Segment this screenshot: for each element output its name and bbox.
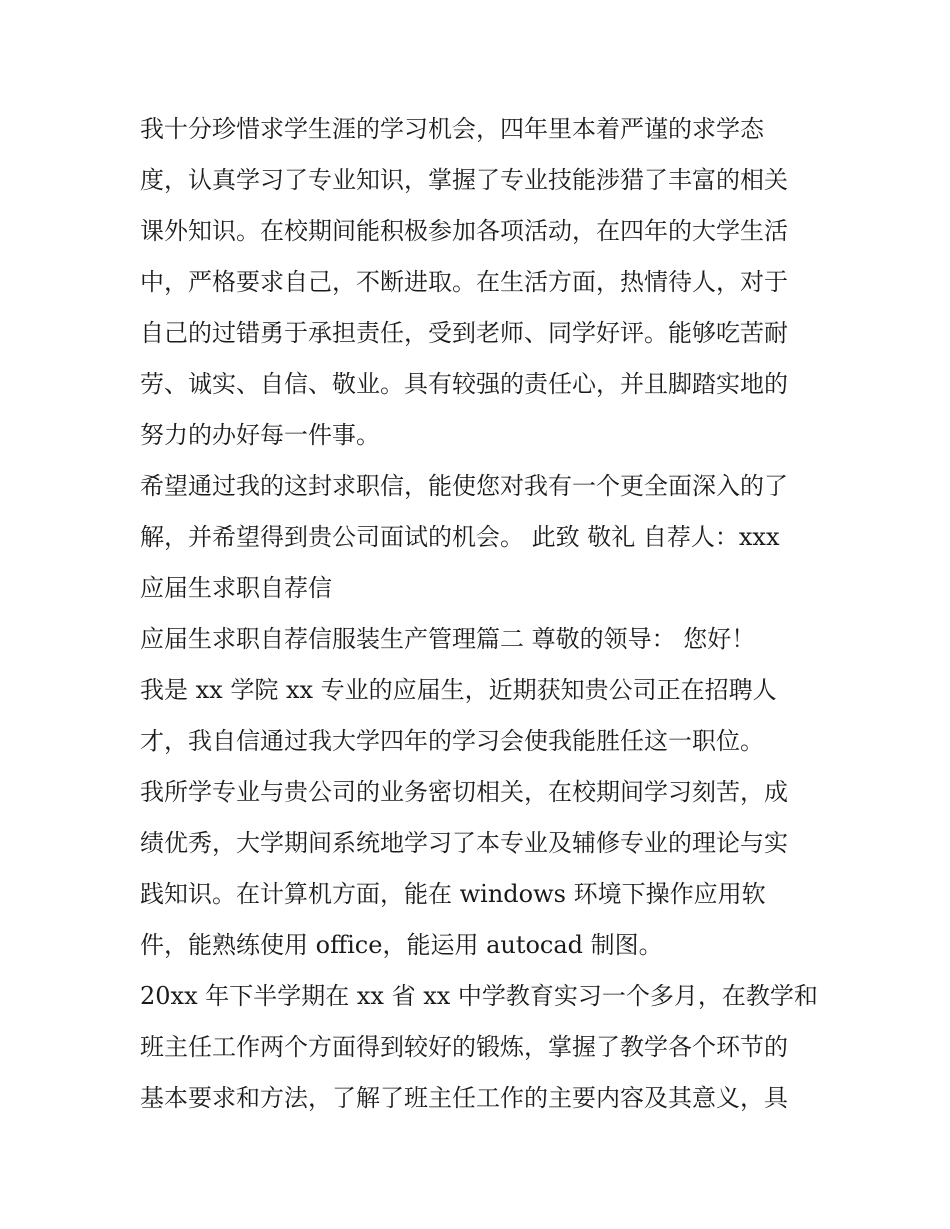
text-line: 解，并希望得到贵公司面试的机会。 此致 敬礼 自荐人：xxx (140, 523, 780, 551)
text-line: 基本要求和方法，了解了班主任工作的主要内容及其意义，具 (140, 1084, 788, 1112)
text-line: 应届生求职自荐信服装生产管理篇二 尊敬的领导： 您好！ (140, 625, 756, 653)
text-line: 我所学专业与贵公司的业务密切相关，在校期间学习刻苦，成 (140, 778, 788, 806)
text-line: 劳、诚实、自信、敬业。具有较强的责任心，并且脚踏实地的 (140, 370, 788, 398)
text-line: 才，我自信通过我大学四年的学习会使我能胜任这一职位。 (140, 727, 764, 755)
text-line: 中，严格要求自己，不断进取。在生活方面，热情待人，对于 (140, 268, 788, 296)
text-line: 课外知识。在校期间能积极参加各项活动，在四年的大学生活 (140, 217, 788, 245)
text-line: 20xx 年下半学期在 xx 省 xx 中学教育实习一个多月，在教学和 (140, 982, 818, 1010)
text-line: 努力的办好每一件事。 (140, 421, 380, 449)
text-line: 希望通过我的这封求职信，能使您对我有一个更全面深入的了 (140, 472, 788, 500)
text-line: 我是 xx 学院 xx 专业的应届生，近期获知贵公司正在招聘人 (140, 676, 777, 704)
document-body (140, 104, 820, 1124)
text-line: 班主任工作两个方面得到较好的锻炼，掌握了教学各个环节的 (140, 1033, 788, 1061)
text-line: 我十分珍惜求学生涯的学习机会，四年里本着严谨的求学态 (140, 115, 764, 143)
text-line: 件，能熟练使用 office，能运用 autocad 制图。 (140, 931, 663, 959)
text-line: 应届生求职自荐信 (140, 574, 332, 602)
text-line: 践知识。在计算机方面，能在 windows 环境下操作应用软 (140, 880, 766, 908)
text-line: 绩优秀，大学期间系统地学习了本专业及辅修专业的理论与实 (140, 829, 788, 857)
text-line: 度，认真学习了专业知识，掌握了专业技能涉猎了丰富的相关 (140, 166, 788, 194)
text-line: 自己的过错勇于承担责任，受到老师、同学好评。能够吃苦耐 (140, 319, 788, 347)
